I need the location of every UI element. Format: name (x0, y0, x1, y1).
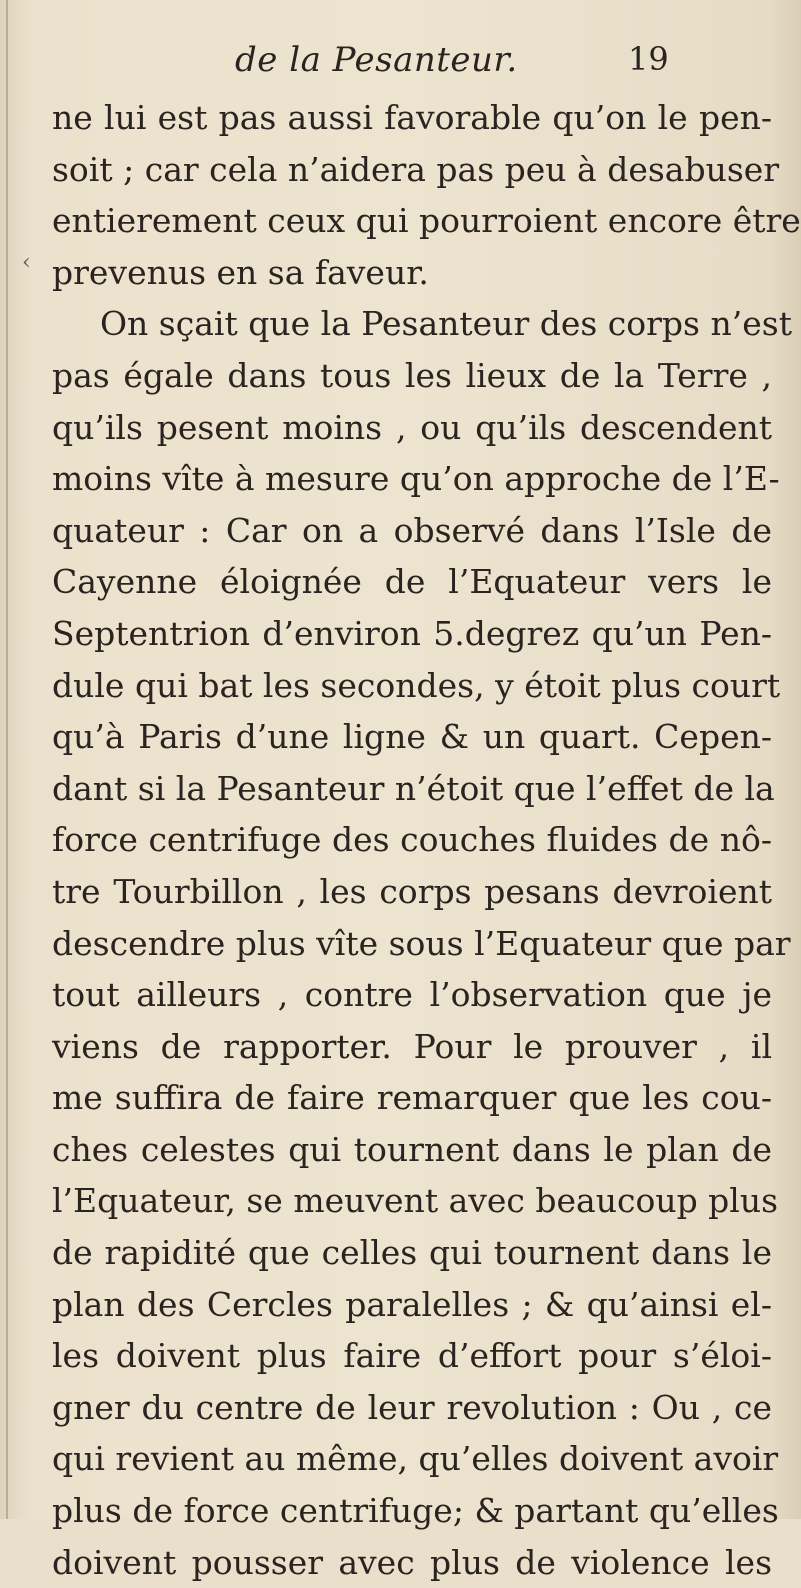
text-line: soit ; car cela n’aidera pas peu à desabuser (52, 149, 780, 189)
body-text (52, 92, 801, 1588)
text-line: doivent pousser avec plus de violence les (52, 1542, 772, 1582)
text-line: l’Equateur, se meuvent avec beaucoup plus (52, 1181, 779, 1221)
text-line: On sçait que la Pesanteur des corps n’est (100, 304, 792, 344)
text-line: dant si la Pesanteur n’étoit que l’effet de la (52, 768, 775, 808)
text-line: plus de force centrifuge; & partant qu’elles (52, 1491, 779, 1531)
text-line: Septentrion d’environ 5.degrez qu’un Pen- (52, 613, 772, 653)
text-line: tout ailleurs , contre l’observation que je (52, 975, 772, 1015)
running-title: de la Pesanteur. (235, 40, 518, 80)
text-line: qu’à Paris d’une ligne & un quart. Cepen- (52, 717, 772, 757)
text-line: de rapidité que celles qui tournent dans le (52, 1233, 772, 1273)
text-line: tre Tourbillon , les corps pesans devroient (52, 871, 772, 911)
text-line: gner du centre de leur revolution : Ou , ce (52, 1387, 772, 1427)
text-line: ches celestes qui tournent dans le plan de (52, 1129, 772, 1169)
page-number: 19 (628, 40, 669, 78)
text-line: ne lui est pas aussi favorable qu’on le pen- (52, 98, 772, 137)
text-line: dule qui bat les secondes, y étoit plus court (52, 665, 781, 705)
text-line: qu’ils pesent moins , ou qu’ils descendent (52, 407, 772, 447)
text-line: prevenus en sa faveur. (52, 252, 429, 292)
text-line: me suffira de faire remarquer que les cou- (52, 1078, 772, 1118)
text-line: viens de rapporter. Pour le prouver , il (52, 1026, 772, 1066)
page-header (0, 38, 801, 86)
text-line: moins vîte à mesure qu’on approche de l’E- (52, 459, 780, 499)
text-line: plan des Cercles paralelles ; & qu’ainsi el- (52, 1284, 772, 1324)
margin-mark: ‹ (22, 250, 31, 275)
text-line: les doivent plus faire d’effort pour s’éloi- (52, 1336, 772, 1376)
text-line: force centrifuge des couches fluides de nô- (52, 820, 772, 860)
text-line: Cayenne éloignée de l’Equateur vers le (52, 562, 772, 602)
text-line: descendre plus vîte sous l’Equateur que par (52, 923, 791, 963)
text-line: entierement ceux qui pourroient encore être (52, 201, 801, 241)
text-line: pas égale dans tous les lieux de la Terre , (52, 355, 772, 395)
text-line: quateur : Car on a observé dans l’Isle de (52, 510, 772, 550)
page-gutter-edge (6, 0, 8, 1519)
text-line: qui revient au même, qu’elles doivent avoir (52, 1439, 779, 1479)
